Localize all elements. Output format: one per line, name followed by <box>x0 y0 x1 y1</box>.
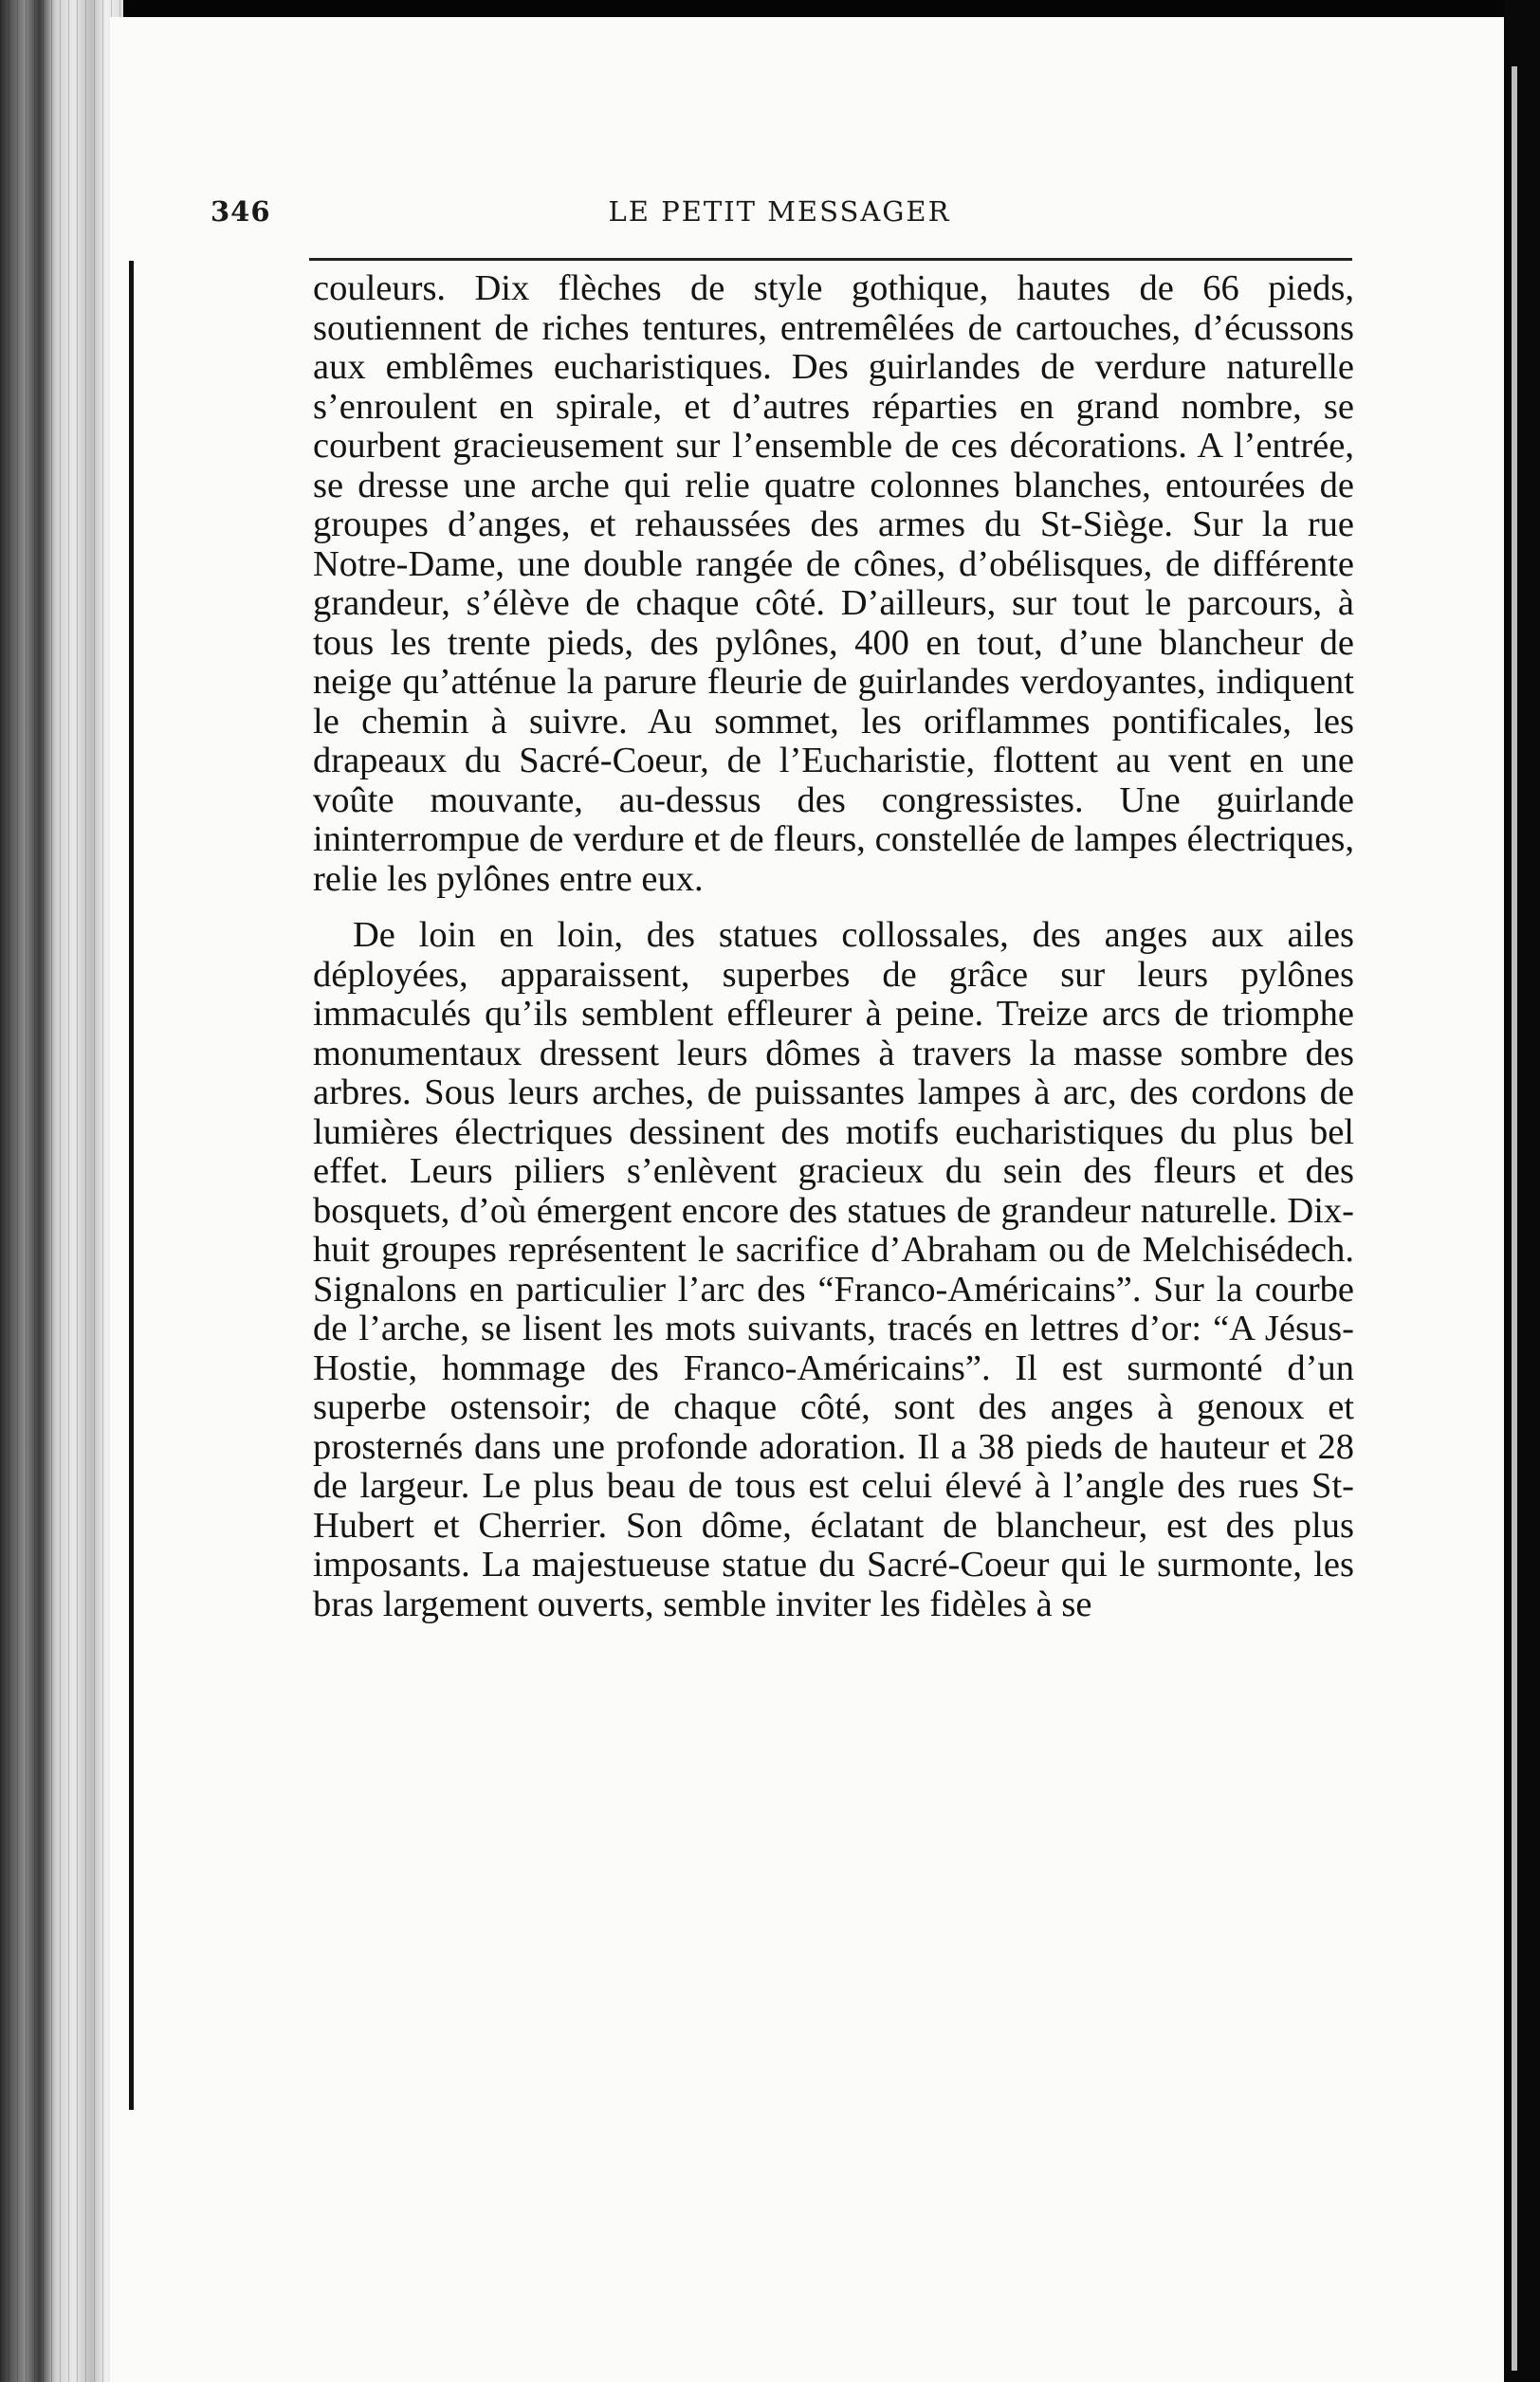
body-text <box>313 269 1354 1624</box>
paragraph-2: De loin en loin, des statues collossales, des anges aux ailes déployées, apparaissent, superbes de grâce sur leurs pylônes immaculés qu’ils semblent effleurer à peine. Treize arcs de triomphe monumentaux dressent leurs dômes à travers la masse sombre des arbres. Sous leurs arches, de puissantes lampes à arc, des cordons de lumières électriques dessinent des motifs eucharistiques du plus bel effet. Leurs piliers s’enlèvent gracieux du sein des fleurs et des bosquets, d’où émergent encore des statues de grandeur naturelle. Dix-huit groupes représentent le sacrifice d’Abraham ou de Melchisédech. Signalons en particulier l’arc des “Franco-Américains”. Sur la courbe de l’arche, se lisent les mots suivants, tracés en lettres d’or: “A Jésus-Hostie, hommage des Franco-Américains”. Il est surmonté d’un superbe ostensoir; de chaque côté, sont des anges à genoux et prosternés dans une profonde adoration. Il a 38 pieds de hauteur et 28 de largeur. Le plus beau de tous est celui élevé à l’angle des rues St-Hubert et Cherrier. Son dôme, éclatant de blancheur, est des plus imposants. La majestueuse statue du Sacré-Coeur qui le surmonte, les bras largement ouverts, semble inviter les fidèles à se <box>313 915 1354 1624</box>
page-number: 346 <box>211 195 271 228</box>
book-gutter <box>1504 0 1540 2382</box>
stacked-page-edges <box>0 0 123 2382</box>
paragraph-1: couleurs. Dix flèches de style gothique, hautes de 66 pieds, soutiennent de riches tentures, entremêlées de cartouches, d’écussons aux emblêmes eucharistiques. Des guirlandes de verdure naturelle s’enroulent en spirale, et d’autres réparties en grand nombre, se courbent gracieusement sur l’ensemble de ces décorations. A l’entrée, se dresse une arche qui relie quatre colonnes blanches, entourées de groupes d’anges, et rehaussées des armes du St-Siège. Sur la rue Notre-Dame, une double rangée de cônes, d’obélisques, de différente grandeur, s’élève de chaque côté. D’ailleurs, sur tout le parcours, à tous les trente pieds, des pylônes, 400 en tout, d’une blancheur de neige qu’atténue la parure fleurie de guirlandes verdoyantes, indiquent le chemin à suivre. Au sommet, les oriflammes pontificales, les drapeaux du Sacré-Coeur, de l’Eucharistie, flottent au vent en une voûte mouvante, au-dessus des congressistes. Une guirlande ininterrompue de verdure et de fleurs, constellée de lampes électriques, relie les pylônes entre eux. <box>313 268 1354 899</box>
margin-rule <box>129 261 134 2110</box>
running-head: LE PETIT MESSAGER <box>608 195 951 228</box>
page-header <box>211 195 1348 237</box>
header-rule <box>309 258 1352 261</box>
